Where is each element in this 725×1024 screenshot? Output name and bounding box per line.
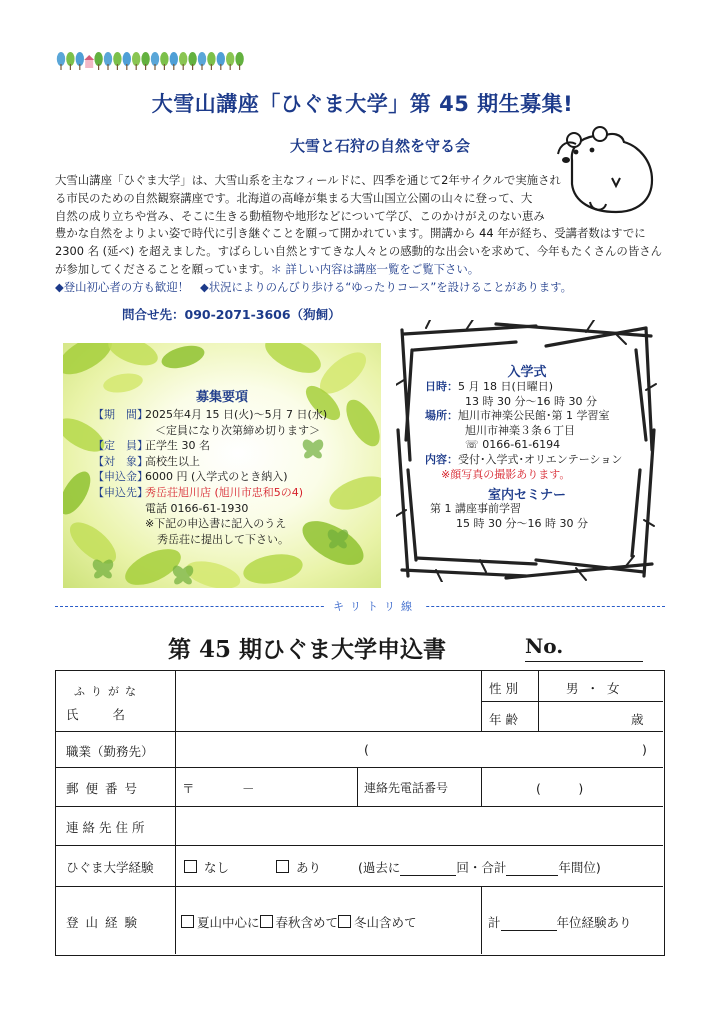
tree-trunk-icon <box>126 64 127 70</box>
place-label: 場所： <box>425 409 458 423</box>
content-label: 内容： <box>425 452 458 466</box>
tree-icon <box>217 52 225 66</box>
apply-value: 秀岳荘旭川店 (旭川市忠和5の4) <box>145 485 304 499</box>
beginner-welcome: ◆登山初心者の方も歓迎！ <box>55 279 190 294</box>
capacity-value: 正学生 30 名 <box>145 439 210 453</box>
job-input[interactable] <box>376 735 638 763</box>
branch-stroke <box>404 326 536 334</box>
period-note: ＜定員になり次第締め切ります＞ <box>155 423 320 437</box>
tree-trunk-icon <box>70 64 71 70</box>
experience-yes-label: あり <box>295 860 321 875</box>
capacity-label: 【定 員】 <box>93 439 148 453</box>
gender-choice[interactable]: 男 ・ 女 <box>566 681 622 696</box>
twig-stroke <box>426 320 432 328</box>
postal-mark: 〒 <box>182 781 195 796</box>
experience-times-label: 回・合計 <box>456 860 507 875</box>
tree-trunk-icon <box>117 64 118 70</box>
job-label: 職業（勤務先） <box>66 744 154 759</box>
branch-stroke <box>416 558 536 564</box>
experience-none-option[interactable] <box>184 858 229 876</box>
experience-past-label: (過去に <box>358 860 401 875</box>
leaf-icon <box>260 343 326 380</box>
contact-info <box>122 305 341 323</box>
tree-trunk-icon <box>60 64 61 70</box>
address-label: 連絡先住所 <box>66 820 149 835</box>
tree-icon <box>160 52 168 66</box>
checkbox-none[interactable] <box>184 860 197 873</box>
intro-line: 大雪山講座「ひぐま大学」は、大雪山系を主なフィールドに、四季を通じて2年サイクルで実施され <box>55 173 561 187</box>
branch-stroke <box>402 570 526 576</box>
period-value: 2025年4月 15 日(火)～5月 7 日(水) <box>145 408 328 421</box>
tree-icon <box>66 52 74 66</box>
target-row <box>93 454 327 470</box>
fee-label: 【申込金】 <box>93 470 148 484</box>
checkbox-spring-autumn[interactable] <box>260 915 273 928</box>
tree-trunk-icon <box>239 64 240 70</box>
place-tel: ☏ 0166-61-6194 <box>465 438 561 452</box>
tree-trunk-icon <box>136 64 137 70</box>
experience-times-input[interactable] <box>400 861 456 876</box>
seminar-details <box>430 502 588 531</box>
job-close-paren: ) <box>642 742 647 757</box>
postal-input[interactable] <box>196 771 352 801</box>
age-unit: 歳 <box>631 712 644 727</box>
age-input[interactable] <box>541 704 627 728</box>
tree-trunk-icon <box>183 64 184 70</box>
form-title: 第 45 期ひぐま大学申込書 <box>168 636 447 663</box>
intro-paragraph <box>55 172 662 297</box>
seminar-line: 第 1 講座事前学習 <box>430 502 521 515</box>
intro-line: 2300 名 (延べ) を超えました。すばらしい自然とすてきな人々との感動的な出会いを求めて、今年もたくさんの皆さん <box>55 244 662 259</box>
tree-icon <box>179 52 187 66</box>
tree-trunk-icon <box>98 64 99 70</box>
experience-yes-option[interactable] <box>276 858 321 876</box>
page-title: 大雪山講座「ひぐま大学」第 45 期生募集! <box>151 92 574 116</box>
tree-icon <box>76 52 84 66</box>
branch-stroke <box>632 470 640 556</box>
tree-icon <box>123 52 131 66</box>
leaf-icon <box>104 343 161 371</box>
recruitment-title: 募集要項 <box>195 390 248 405</box>
target-value: 高校生以上 <box>145 454 200 468</box>
time-value: 13 時 30 分～16 時 30 分 <box>465 394 597 408</box>
tree-icon <box>94 52 102 66</box>
climb-winter-label: 冬山含めて <box>354 915 417 930</box>
tree-icon <box>170 52 178 66</box>
butterfly-icon <box>173 565 194 584</box>
tree-trunk-icon <box>79 64 80 70</box>
form-number-label: No. <box>525 634 564 658</box>
experience-detail <box>358 858 601 876</box>
tree-icon <box>226 52 234 66</box>
capacity-row <box>93 438 327 454</box>
date-value: 5 月 18 日(日曜日) <box>458 380 554 393</box>
tree-trunk-icon <box>145 64 146 70</box>
age-label: 年 齢 <box>489 712 518 727</box>
apply-phone: 電話 0166-61-1930 <box>145 501 249 515</box>
organizer-name: 大雪と石狩の自然を守る会 <box>290 137 471 155</box>
postal-label: 郵便番号 <box>66 781 145 796</box>
fee-row <box>93 469 327 485</box>
name-label: 氏 名 <box>66 707 129 722</box>
seminar-time: 15 時 30 分～16 時 30 分 <box>456 516 588 530</box>
job-open-paren: ( <box>364 742 369 757</box>
experience-none-label: なし <box>203 860 229 875</box>
twig-stroke <box>396 380 404 386</box>
leaf-icon <box>241 550 305 588</box>
intro-line: 自然の成り立ちや営み、そこに生きる動植物や地形などについて学び、このかけがえのない恵み <box>55 208 545 223</box>
climbing-label: 登山経験 <box>66 915 145 930</box>
postal-dash: － <box>242 781 255 796</box>
branch-stroke <box>398 430 408 576</box>
contact-label: 問合せ先： <box>122 307 185 322</box>
tree-icon <box>141 52 149 66</box>
tree-icon <box>207 52 215 66</box>
climb-total-label: 計 <box>488 915 501 930</box>
tree-icon <box>188 52 196 66</box>
tree-icon <box>235 52 243 66</box>
experience-years-input[interactable] <box>506 861 558 876</box>
contact-phone: 090-2071-3606（狗飼） <box>184 307 341 322</box>
relaxed-course-note: ◆状況によりのんびり歩ける“ゆったりコース”を設けることがあります。 <box>199 279 573 294</box>
branch-stroke <box>414 342 516 350</box>
tree-icon <box>198 52 206 66</box>
climbing-options <box>181 913 417 931</box>
entrance-details <box>425 380 622 482</box>
place-value: 旭川市神楽公民館･第 1 学習室 <box>458 409 610 423</box>
house-roof-icon <box>84 55 94 60</box>
form-number-field[interactable] <box>525 661 643 662</box>
phone-label: 連絡先電話番号 <box>364 781 449 795</box>
experience-years-label: 年間位) <box>558 860 601 875</box>
entrance-title: 入学式 <box>507 365 547 380</box>
tree-icon <box>104 52 112 66</box>
target-label: 【対 象】 <box>93 454 148 468</box>
tree-icon <box>57 52 65 66</box>
experience-label: ひぐま大学経験 <box>66 860 154 875</box>
seminar-title: 室内セミナー <box>487 488 566 503</box>
content-value: 受付･入学式･オリエンテーション <box>458 452 623 466</box>
address-input[interactable] <box>178 810 658 842</box>
period-label: 【期 間】 <box>93 408 148 421</box>
recruitment-box <box>63 343 381 588</box>
fee-value: 6000 円 (入学式のとき納入) <box>145 470 288 484</box>
furigana-label: ふりがな <box>74 685 142 698</box>
checkbox-summer[interactable] <box>181 915 194 928</box>
cut-line-label: キリトリ線 <box>325 598 426 614</box>
photo-note: ※顔写真の撮影あります。 <box>441 467 571 481</box>
checkbox-yes[interactable] <box>276 860 289 873</box>
apply-label: 【申込先】 <box>93 485 148 499</box>
gender-label: 性 別 <box>489 681 518 696</box>
apply-note-1: ※下記の申込書に記入のうえ <box>145 517 287 531</box>
tree-trunk-icon <box>107 64 108 70</box>
apply-note-2: 秀岳荘に提出して下さい。 <box>157 532 289 546</box>
application-form <box>55 670 665 956</box>
climb-spring-autumn-label: 春秋含めて <box>275 915 339 930</box>
intro-details-note: ＊ 詳しい内容は講座一覧をご覧下さい。 <box>270 261 480 276</box>
climb-years-input[interactable] <box>501 916 557 931</box>
intro-line: 豊かな自然をよりよい姿で時代に引き継ぐことを願って開かれています。開講から 44 年が経ち、受講者数はすでに <box>55 226 646 241</box>
branch-stroke <box>644 430 654 576</box>
leaf-icon <box>159 343 207 372</box>
climbing-total <box>488 913 632 931</box>
tree-trunk-icon <box>211 64 212 70</box>
date-label: 日時： <box>425 380 458 393</box>
leaf-icon <box>63 343 118 382</box>
tree-trunk-icon <box>173 64 174 70</box>
tree-icon <box>151 52 159 66</box>
tree-trunk-icon <box>192 64 193 70</box>
tree-trunk-icon <box>230 64 231 70</box>
climb-years-label: 年位経験あり <box>556 915 632 930</box>
entrance-date-row <box>425 380 622 395</box>
tree-trunk-icon <box>220 64 221 70</box>
tree-trunk-icon <box>154 64 155 70</box>
checkbox-winter[interactable] <box>338 915 351 928</box>
apply-row <box>93 485 327 501</box>
tree-icon <box>132 52 140 66</box>
leaf-icon <box>325 470 381 517</box>
place-address: 旭川市神楽３条６丁目 <box>465 423 575 437</box>
tree-trunk-icon <box>164 64 165 70</box>
leaf-icon <box>63 467 97 520</box>
tree-row-decoration <box>56 50 248 72</box>
phone-input[interactable] <box>486 771 660 801</box>
tree-trunk-icon <box>201 64 202 70</box>
climb-summer-label: 夏山中心に <box>197 915 260 930</box>
tree-icon <box>113 52 121 66</box>
intro-last-text: が参加してくださることを願っています。 <box>55 261 271 276</box>
recruitment-details <box>93 407 327 547</box>
entrance-place-row <box>425 409 622 424</box>
period-row <box>93 407 327 423</box>
intro-line: る市民のための自然観察講座です。北海道の高峰が集まる大雪山国立公園の山々に登って、大 <box>55 190 533 205</box>
intro-bullets <box>55 279 655 297</box>
name-input[interactable] <box>178 673 478 729</box>
phone-paren: ( ) <box>536 781 584 796</box>
intro-line-last <box>55 261 655 279</box>
house-icon <box>85 59 93 68</box>
entrance-content-row <box>425 453 622 468</box>
